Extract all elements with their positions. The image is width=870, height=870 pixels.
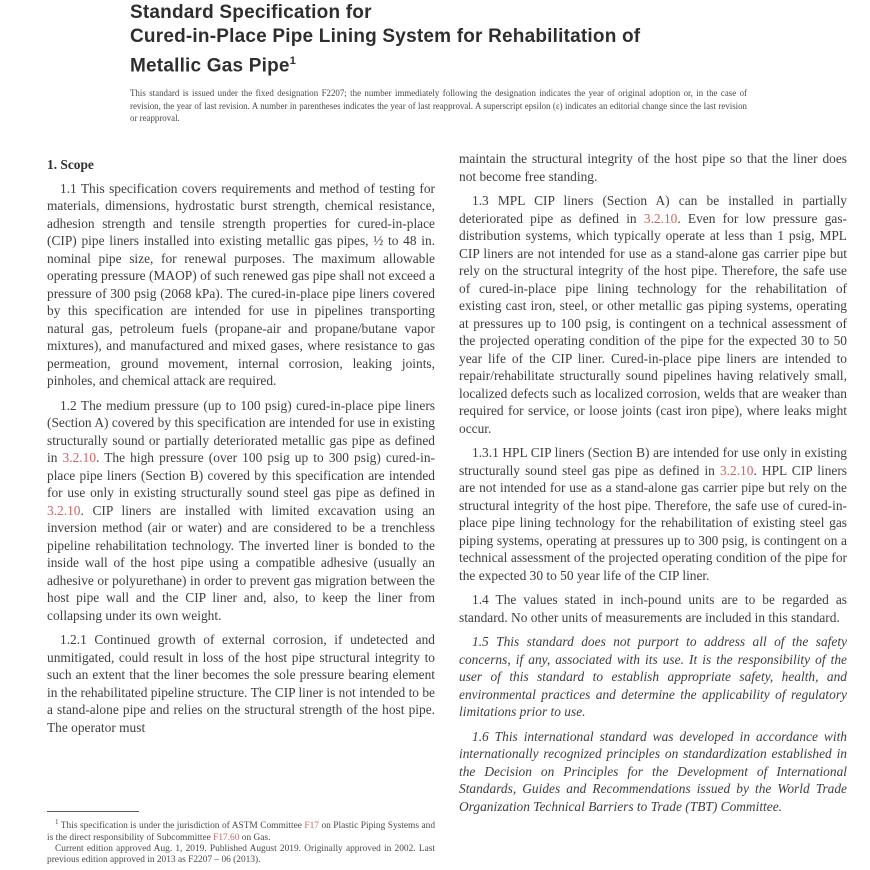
- xref-3-2-10-link[interactable]: 3.2.10: [719, 462, 754, 478]
- xref-3-2-10-link[interactable]: 3.2.10: [47, 502, 81, 518]
- paragraph-1-6: 1.6 This international standard was developed in accordance with internationally recognized principles on standardization established in the Decision on Principles for the Development of International Standards, Guides and Recommendations issued by the World Trade Organization Technical Barriers to Trade (TBT) Committee.: [459, 728, 847, 814]
- footnote-jurisdiction: [47, 817, 435, 844]
- right-column: [459, 150, 847, 870]
- paragraph-1-2-1-continuation: maintain the structural integrity of the host pipe so that the liner does not become free standing.: [459, 151, 847, 184]
- title-block: [130, 1, 775, 78]
- footnote-marker: 1: [55, 818, 59, 826]
- doc-title: [130, 1, 775, 78]
- paragraph-1-2-text-a: 1.2 The medium pressure (up to 100 psig) cured-in-place pipe liners (Section A) covered by this specification are intended for use in existing structurally sound or partially deteriorated metallic gas pipe as defined in: [47, 397, 435, 465]
- paragraph-1-3: [459, 192, 847, 437]
- paragraph-1-2: [47, 397, 435, 625]
- doc-title-line-2: Cured-in-Place Pipe Lining System for Rehabilitation of: [130, 26, 641, 47]
- footnote-separator: [47, 811, 139, 812]
- doc-title-line-1: Standard Specification for: [130, 2, 372, 23]
- paragraph-1-4: 1.4 The values stated in inch-pound units are to be regarded as standard. No other units of measurements are included in this standard.: [459, 592, 847, 625]
- xref-3-2-10-link[interactable]: 3.2.10: [643, 210, 678, 226]
- paragraph-1-1: 1.1 This specification covers requirements and method of testing for materials, dimensions, hydrostatic burst strength, chemical resistance, adhesion strength and tensile strength properties for cured-in-place (CIP) pipe liners installed into existing metallic gas pipes, ½ to 48 in. nominal pipe size, for renewal purposes. The maximum allowable operating pressure (MAOP) of such renewed gas pipe shall not exceed a pressure of 300 psig (2068 kPa). The cured-in-place pipe liners covered by this specification are intended for use in pipelines transporting natural gas, petroleum fuels (propane-air and propane/butane vapor mixtures), and manufactured and mixed gases, where resistance to gas permeation, ground movement, internal corrosion, leaking joints, pinholes, and chemical attack are required.: [47, 180, 435, 388]
- paragraph-1-5: 1.5 This standard does not purport to address all of the safety concerns, if any, associated with its use. It is the responsibility of the user of this standard to establish appropriate safety, health, and environmental practices and determine the applicability of regulatory limitations prior to use.: [459, 634, 847, 719]
- paragraph-1-2-1: 1.2.1 Continued growth of external corrosion, if undetected and unmitigated, could result in loss of the host pipe structural integrity to such an extent that the liner becomes the sole pressure bearing element in the rehabilitated pipeline structure. The CIP liner is not intended to be a stand-alone pipe and relies on the structural strength of the host pipe. The operator must: [47, 632, 435, 735]
- paragraph-1-3-1: [459, 444, 847, 584]
- xref-3-2-10-link[interactable]: 3.2.10: [62, 450, 97, 465]
- footnote-jurisdiction-text-b: on Plastic Piping Systems and is the direct responsibility of Subcommittee: [47, 821, 436, 843]
- paragraph-1-3-1-text-a: 1.3.1 HPL CIP liners (Section B) are intended for use only in existing structurally sound steel gas pipe as defined in: [459, 445, 847, 478]
- footnote-block: [47, 811, 435, 867]
- footnote-jurisdiction-text-a: This specification is under the jurisdiction of ASTM Committee: [58, 821, 305, 832]
- paragraph-1-2-text-b: . The high pressure (over 100 psig up to 300 psig) cured-in-place pipe liners (Section B) covered by this specification are intended for use only in existing structurally sound steel gas pipe as defined in: [47, 450, 435, 500]
- issuance-boilerplate: This standard is issued under the fixed designation F2207; the number immediately following the designation indicates the year of original adoption or, in the case of revision, the year of last revision. A number in parentheses indicates the year of last reapproval. A superscript epsilon (ε) indicates an editorial change since the last revision or reapproval.: [130, 88, 747, 124]
- paragraph-1-3-text-b: . Even for low pressure gas-distribution systems, which typically operate at less than 1 psig, MPL CIP liners are not intended for use as a stand-alone gas carrier pipe but rely on the structural integrity of the host pipe. Therefore, the safe use of cured-in-place pipe lining technology for the rehabilitation of existing cast iron, steel, or other metallic gas piping systems, operating at pressures up to 100 psig, is contingent on a technical assessment of the projected operating condition of the pipe for the expected 30 to 50 year life of the CIP liner. Cured-in-place pipe liners are intended to repair/rehabilitate structurally sound pipelines having relatively small, localized defects such as localized corrosion, welds that are weaker than required for service, or loose joints (cast iron pipe), where leaks might occur.: [459, 210, 847, 436]
- title-footnote-ref[interactable]: 1: [289, 55, 297, 67]
- paragraph-1-3-text-a: 1.3 MPL CIP liners (Section A) can be installed in partially deteriorated pipe as defined in: [459, 193, 847, 226]
- footnote-jurisdiction-text-c: on Gas.: [239, 832, 271, 843]
- paragraph-1-3-1-text-b: . HPL CIP liners are not intended for use as a stand-alone gas carrier pipe but rely on the structural integrity of the host pipe. Therefore, the safe use of cured-in-place pipe lining technology for the rehabilitation of existing steel gas piping systems, operating at pressures up to 300 psig, is contingent on a technical assessment of the projected operating condition of the pipe for the expected 30 to 50 year life of the CIP liner.: [459, 462, 847, 583]
- left-column: [47, 156, 435, 796]
- committee-f17-link[interactable]: F17: [304, 821, 319, 832]
- paragraph-1-2-text-c: . CIP liners are installed with limited excavation using an inversion method (air or water) and are considered to be a trenchless pipeline rehabilitation technology. The inverted liner is bonded to the inside wall of the host pipe using a compatible adhesive (usually an adhesive or polyurethane) in order to prevent gas migration between the host pipe wall and the CIP liner and, also, to keep the liner from collapsing under its own weight.: [47, 502, 435, 623]
- footnote-edition: Current edition approved Aug. 1, 2019. Published August 2019. Originally approved in 2002. Last previous edition approved in 2013 as F2207 – 06 (2013).: [47, 843, 435, 866]
- subcommittee-f17-60-link[interactable]: F17.60: [213, 832, 240, 843]
- doc-title-line-3: Metallic Gas Pipe: [130, 55, 290, 77]
- section-heading-scope: 1. Scope: [47, 157, 94, 172]
